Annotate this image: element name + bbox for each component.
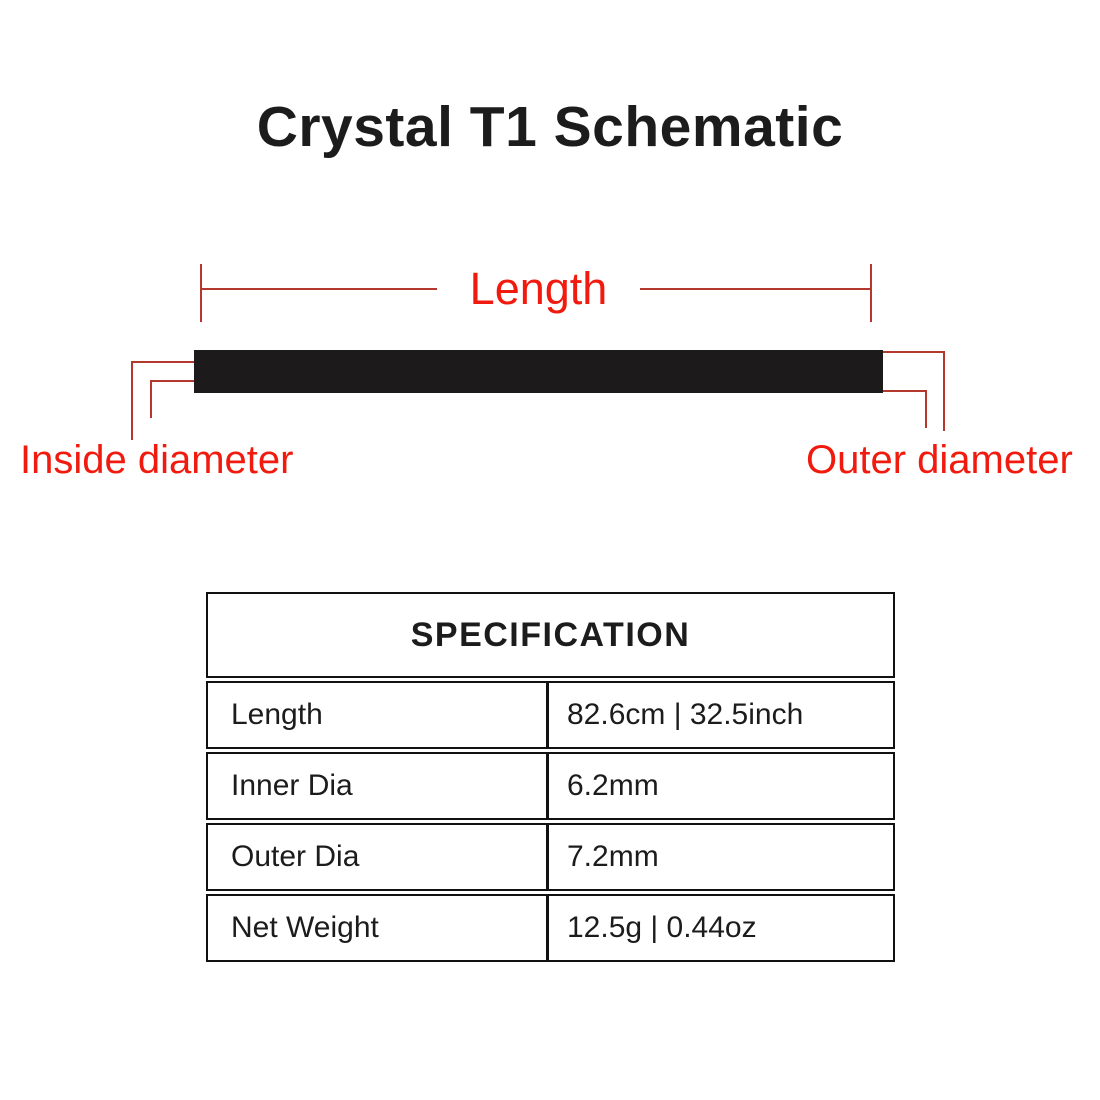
length-dimension-tick-right — [870, 264, 872, 322]
inside-diameter-leader-horizontal-outer — [131, 361, 194, 363]
table-row — [206, 752, 895, 820]
table-row — [206, 681, 895, 749]
spec-label-outer-dia: Outer Dia — [208, 825, 549, 889]
table-row — [206, 894, 895, 962]
outer-diameter-label: Outer diameter — [806, 438, 1073, 482]
spec-value-outer-dia: 7.2mm — [567, 840, 659, 873]
inside-diameter-label: Inside diameter — [20, 438, 294, 482]
spec-label-length: Length — [208, 683, 549, 747]
spec-label-net-weight: Net Weight — [208, 896, 549, 960]
length-dimension-line-right — [640, 288, 872, 290]
outer-diameter-leader-vertical-inner — [925, 390, 927, 428]
outer-diameter-leader-vertical-outer — [943, 351, 945, 431]
specification-table — [206, 592, 895, 962]
page-title: Crystal T1 Schematic — [256, 95, 844, 159]
spec-value-inner-dia: 6.2mm — [567, 769, 659, 802]
inside-diameter-leader-vertical-outer — [131, 361, 133, 440]
length-dimension-line-left — [201, 288, 437, 290]
table-row — [206, 823, 895, 891]
spec-value-length: 82.6cm | 32.5inch — [567, 698, 804, 731]
tube-bar — [194, 350, 883, 393]
length-dimension-tick-left — [200, 264, 202, 322]
specification-table-header: SPECIFICATION — [206, 592, 895, 678]
spec-label-inner-dia: Inner Dia — [208, 754, 549, 818]
outer-diameter-leader-horizontal-inner — [883, 390, 927, 392]
inside-diameter-leader-vertical-inner — [150, 380, 152, 418]
spec-value-net-weight: 12.5g | 0.44oz — [567, 911, 757, 944]
inside-diameter-leader-horizontal-inner — [150, 380, 194, 382]
outer-diameter-leader-horizontal-outer — [883, 351, 945, 353]
length-dimension-label: Length — [469, 263, 608, 314]
